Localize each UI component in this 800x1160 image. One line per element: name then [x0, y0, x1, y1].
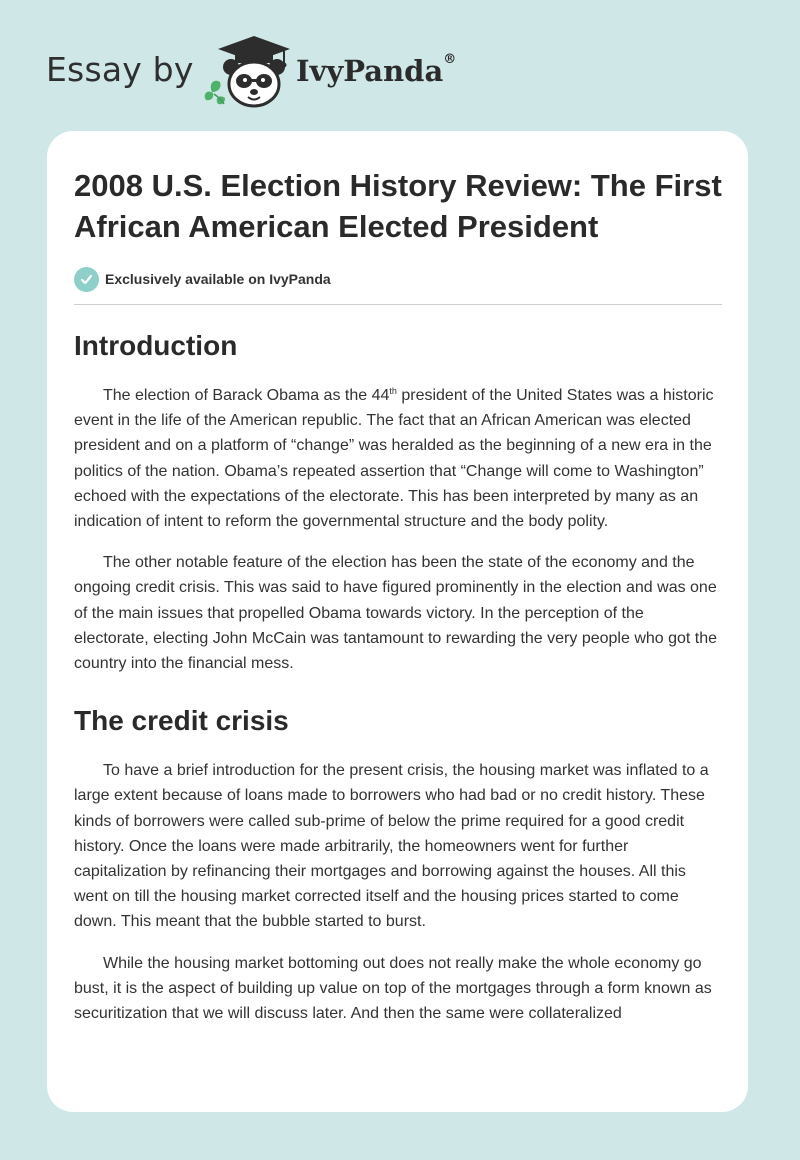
exclusive-badge [74, 265, 722, 293]
paragraph-text: The election of Barack Obama as the 44 [103, 387, 390, 404]
ordinal-suffix: th [389, 386, 397, 396]
registered-mark: ® [443, 52, 457, 67]
checkmark-icon [74, 267, 99, 292]
essay-content [74, 165, 722, 1042]
paragraph: To have a brief introduction for the present crisis, the housing market was inflated to a large extent because of loans made to borrowers who had bad or no credit history. These kinds of borrowers were called sub-prime of below the prime required for a good credit history. Once the loans were made arbitrarily, the homeowners went for further capitalization by refinancing their mortgages and borrowing against the houses. All this went on till the housing market corrected itself and the housing prices started to come down. This meant that the bubble started to burst. [74, 762, 709, 931]
section-credit-crisis [74, 704, 722, 1026]
exclusive-badge-label: Exclusively available on IvyPanda [105, 271, 331, 287]
paragraph [74, 383, 722, 534]
site-header [46, 34, 506, 114]
essay-card [47, 131, 748, 1112]
section-heading: The credit crisis [74, 705, 289, 737]
essay-title: 2008 U.S. Election History Review: The First African American Elected President [74, 168, 722, 244]
logo-wordmark[interactable] [296, 54, 456, 88]
paragraph: The other notable feature of the election has been the state of the economy and the ongoing credit crisis. This was said to have figured prominently in the election and was one of the main issues that propelled Obama towards victory. In the perception of the electorate, electing John McCain was tantamount to rewarding the very people who got the country into the financial mess. [74, 554, 718, 673]
paragraph-text: president of the United States was a historic event in the life of the American republic. The fact that an African American was elected president and on a platform of “change” was heralded as the beginning of a new era in the politics of the nation. Obama’s repeated assertion that “Change will come to Washington” echoed with the expectations of the electorate. This has been interpreted by many as an indication of intent to reform the governmental structure and the body polity. [74, 387, 714, 531]
panda-logo-icon[interactable] [200, 34, 296, 110]
essay-by-label: Essay by [46, 50, 194, 89]
title-divider [74, 304, 722, 305]
logo-name: IvyPanda [296, 54, 444, 88]
section-introduction [74, 329, 722, 676]
section-heading: Introduction [74, 330, 238, 361]
paragraph: While the housing market bottoming out does not really make the whole economy go bust, it is the aspect of building up value on top of the mortgages through a form known as securitization that we will discuss later. And then the same were collateralized [74, 954, 712, 1023]
